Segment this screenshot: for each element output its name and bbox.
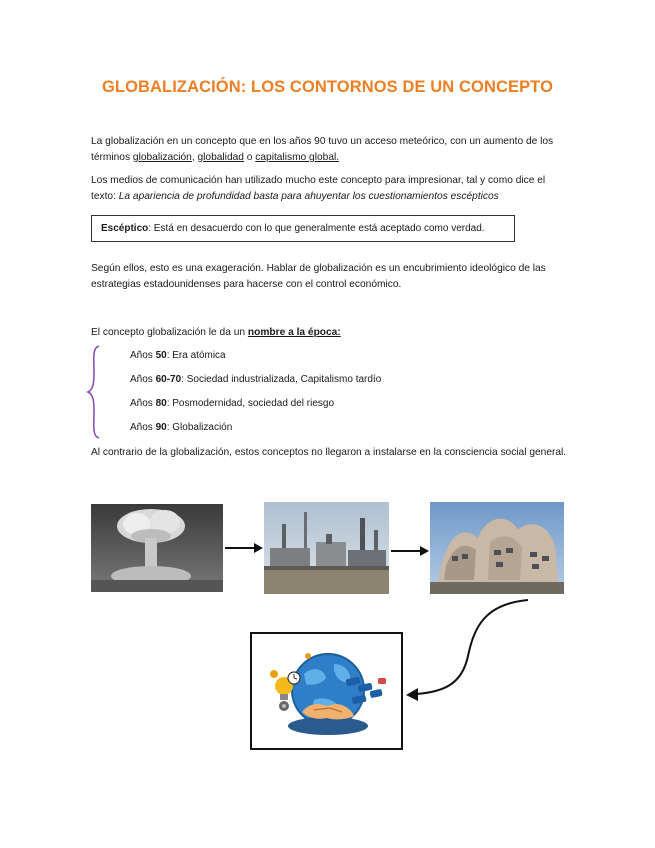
epochs-lead-emphasis: nombre a la época: — [247, 327, 341, 338]
definition-text: : Está en desacuerdo con lo que generalmente está aceptado como verdad. — [148, 223, 485, 234]
epoch-item: Años 60-70: Sociedad industrializada, Capitalismo tardío — [130, 374, 382, 385]
definition-term: Escéptico — [101, 223, 149, 234]
media-quote: La apariencia de profundidad basta para ahuyentar los cuestionamientos escépticos — [118, 191, 499, 202]
curved-arrow-icon — [400, 598, 535, 708]
industrial-plant-image — [264, 502, 389, 594]
page-title: GLOBALIZACIÓN: LOS CONTORNOS DE UN CONCEPTO — [101, 78, 554, 96]
epoch-item: Años 90: Globalización — [130, 422, 233, 433]
atomic-cloud-image — [91, 504, 223, 592]
opinion-paragraph: Según ellos, esto es una exageración. Hablar de globalización es un encubrimiento ideológico de las estrategias estadounidenses para hacerse con el control económico. — [91, 263, 546, 290]
globalization-illustration — [252, 634, 401, 748]
curly-brace-icon — [86, 344, 102, 440]
media-text: Los medios de comunicación han utilizado mucho este concepto para impresionar, tal y como dice el texto: — [91, 175, 546, 202]
epoch-item: Años 80: Posmodernidad, sociedad del riesgo — [130, 398, 335, 409]
arrow-right-icon — [224, 541, 264, 555]
intro-paragraph: La globalización en un concepto que en los años 90 tuvo un acceso meteórico, con un aumento de los términos globalización, globalidad o capitalismo global. — [91, 136, 554, 163]
conclusion-paragraph: Al contrario de la globalización, estos conceptos no llegaron a instalarse en la consciencia social general. — [91, 447, 567, 458]
globalization-image-frame — [250, 632, 403, 750]
postmodern-building-image — [430, 502, 564, 594]
term-globalizacion: globalización — [132, 152, 192, 163]
term-globalidad: globalidad — [197, 152, 244, 163]
intro-text: La globalización en un concepto que en los años 90 tuvo un acceso meteórico, con un aumento de los términos — [91, 136, 554, 163]
term-capitalismo-global: capitalismo global. — [255, 152, 340, 163]
definition-box — [91, 215, 515, 242]
arrow-right-icon — [390, 544, 430, 558]
media-paragraph — [91, 173, 571, 205]
epoch-item: Años 50: Era atómica — [130, 350, 226, 361]
epochs-lead: El concepto globalización le da un nombre a la época: — [91, 327, 341, 338]
